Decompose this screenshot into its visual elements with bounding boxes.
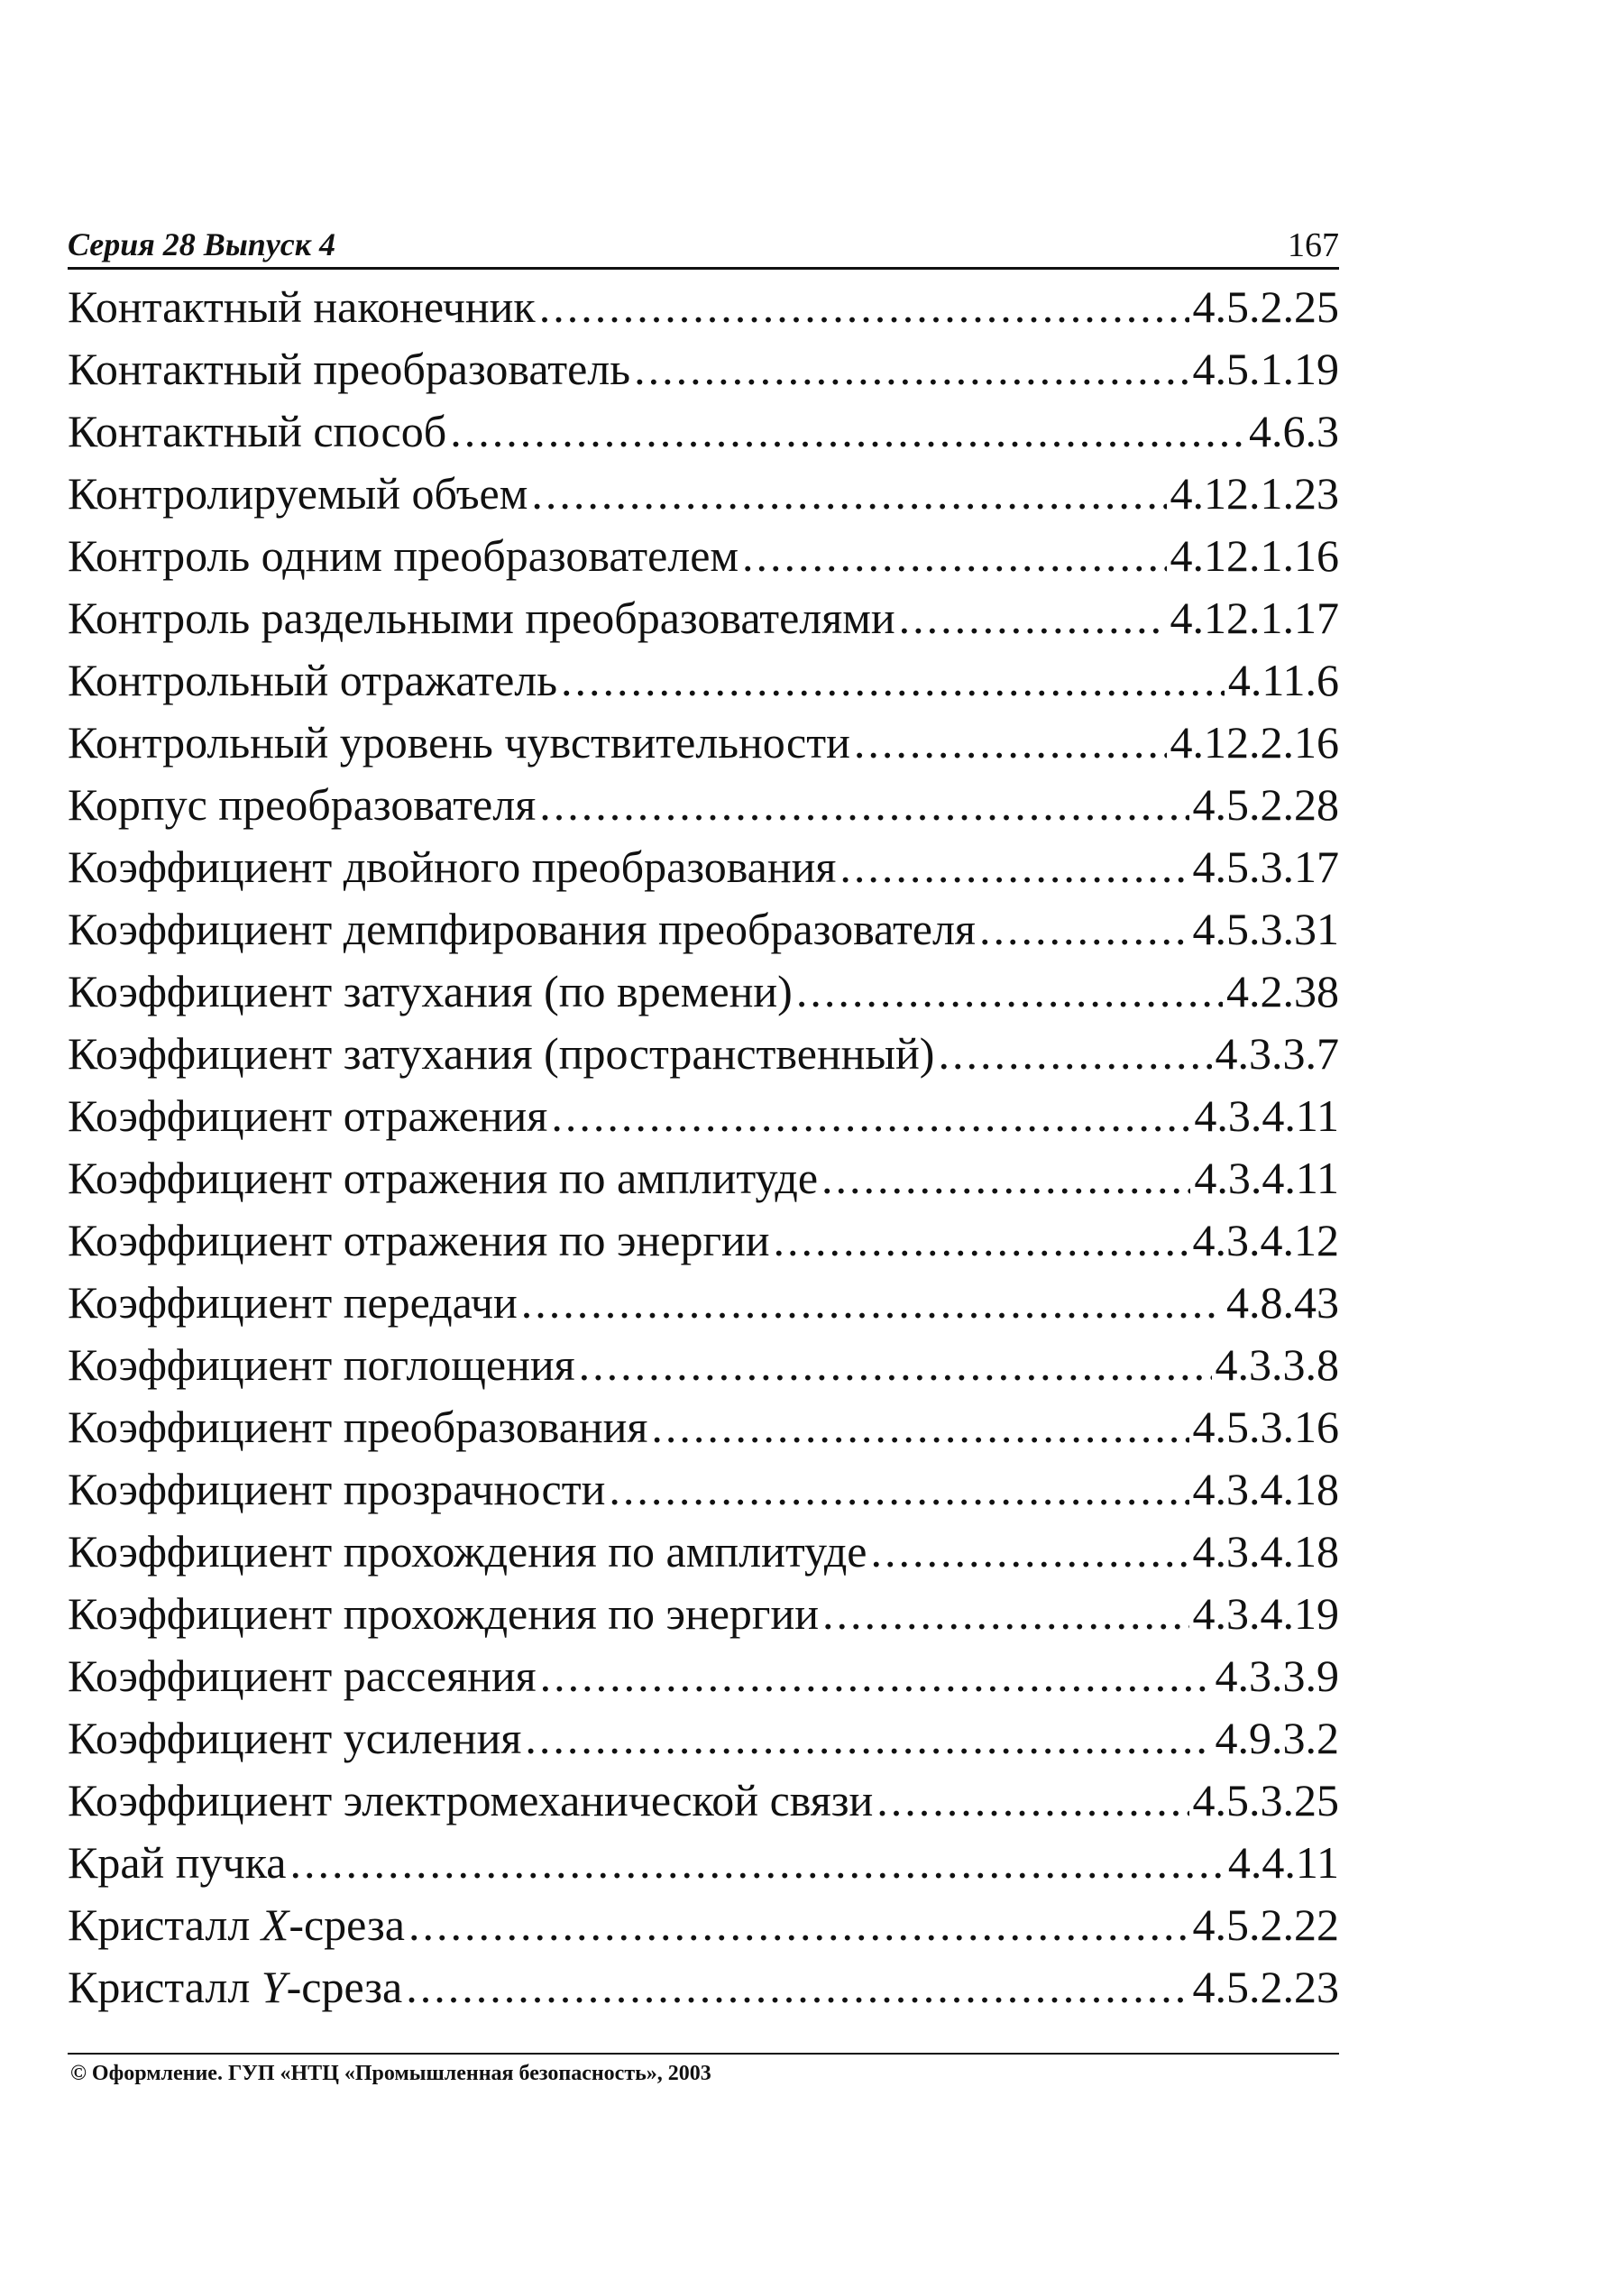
dot-leader	[551, 1085, 1190, 1147]
index-entry	[68, 1583, 1339, 1645]
index-ref: 4.5.3.31	[1192, 904, 1339, 954]
index-entry	[68, 525, 1339, 587]
dot-leader	[876, 1770, 1188, 1832]
term-italic: Y	[261, 1962, 287, 2012]
index-entry	[68, 1832, 1339, 1894]
index-term: Контактный способ	[68, 406, 447, 456]
index-ref: 4.5.2.23	[1192, 1962, 1339, 2012]
dot-leader	[539, 276, 1189, 338]
index-ref: 4.5.2.25	[1192, 281, 1339, 332]
index-ref: 4.3.4.12	[1192, 1215, 1339, 1265]
index-ref: 4.3.4.11	[1194, 1090, 1339, 1141]
footer-divider	[68, 2053, 1339, 2055]
index-entry	[68, 400, 1339, 463]
index-entry	[68, 1334, 1339, 1396]
index-term: Край пучка	[68, 1837, 287, 1888]
index-term	[68, 1894, 405, 1956]
index-ref: 4.3.3.8	[1215, 1339, 1339, 1390]
index-ref: 4.5.1.19	[1192, 344, 1339, 394]
index-entry	[68, 276, 1339, 338]
index-term: Контактный преобразователь	[68, 344, 631, 394]
index-entry	[68, 1023, 1339, 1085]
index-ref: 4.11.6	[1227, 655, 1339, 705]
index-entry	[68, 712, 1339, 774]
index-ref: 4.3.3.9	[1215, 1650, 1339, 1701]
dot-leader	[525, 1707, 1211, 1770]
index-entry	[68, 1209, 1339, 1272]
index-entry	[68, 649, 1339, 712]
dot-leader	[871, 1521, 1189, 1583]
index-entry	[68, 1272, 1339, 1334]
copyright-footer: © Оформление. ГУП «НТЦ «Промышленная безопасность», 2003	[70, 2062, 711, 2085]
dot-leader	[450, 400, 1245, 463]
index-entry	[68, 1147, 1339, 1209]
index-ref: 4.3.3.7	[1215, 1028, 1339, 1079]
index-term: Контрольный уровень чувствительности	[68, 717, 850, 768]
dot-leader	[579, 1334, 1212, 1396]
index-term: Коэффициент поглощения	[68, 1339, 575, 1390]
index-entry	[68, 774, 1339, 836]
index-term: Корпус преобразователя	[68, 779, 537, 830]
dot-leader	[561, 649, 1225, 712]
index-ref: 4.5.2.22	[1192, 1899, 1339, 1950]
dot-leader	[840, 836, 1188, 898]
series-title: Серия 28 Выпуск 4	[68, 226, 336, 262]
term-suffix: -среза	[289, 1899, 405, 1950]
index-term: Коэффициент прохождения по амплитуде	[68, 1526, 867, 1577]
dot-leader	[979, 898, 1189, 961]
index-list	[68, 276, 1339, 2018]
index-ref: 4.5.3.25	[1192, 1775, 1339, 1825]
index-ref: 4.4.11	[1227, 1837, 1339, 1888]
index-term	[68, 1956, 402, 2018]
dot-leader	[854, 712, 1167, 774]
index-entry	[68, 463, 1339, 525]
index-term: Коэффициент передачи	[68, 1277, 518, 1328]
running-header	[68, 227, 1339, 270]
index-ref: 4.12.1.16	[1170, 530, 1339, 581]
index-entry	[68, 1645, 1339, 1707]
index-term: Коэффициент прозрачности	[68, 1464, 606, 1514]
dot-leader	[651, 1396, 1188, 1458]
dot-leader	[408, 1894, 1189, 1956]
term-italic: X	[261, 1899, 289, 1950]
index-term: Коэффициент прохождения по энергии	[68, 1588, 819, 1639]
index-ref: 4.12.2.16	[1170, 717, 1339, 768]
index-entry	[68, 1396, 1339, 1458]
dot-leader	[406, 1956, 1188, 2018]
index-term: Контроль одним преобразователем	[68, 530, 739, 581]
index-term: Коэффициент отражения по энергии	[68, 1215, 770, 1265]
dot-leader	[774, 1209, 1189, 1272]
term-prefix: Кристалл	[68, 1899, 261, 1950]
dot-leader	[531, 463, 1166, 525]
index-ref: 4.3.4.18	[1192, 1526, 1339, 1577]
index-ref: 4.9.3.2	[1215, 1713, 1339, 1763]
index-term: Коэффициент преобразования	[68, 1402, 648, 1452]
index-entry	[68, 1085, 1339, 1147]
index-term: Коэффициент электромеханической связи	[68, 1775, 874, 1825]
index-term: Коэффициент двойного преобразования	[68, 841, 837, 892]
index-term: Контрольный отражатель	[68, 655, 558, 705]
dot-leader	[540, 1645, 1212, 1707]
index-term: Коэффициент затухания (по времени)	[68, 966, 793, 1016]
index-term: Коэффициент отражения по амплитуде	[68, 1153, 819, 1203]
index-ref: 4.12.1.23	[1170, 468, 1339, 519]
index-term: Контролируемый объем	[68, 468, 528, 519]
dot-leader	[742, 525, 1166, 587]
index-term: Коэффициент затухания (пространственный)	[68, 1028, 935, 1079]
dot-leader	[796, 961, 1223, 1023]
index-entry	[68, 1770, 1339, 1832]
index-term: Коэффициент рассеяния	[68, 1650, 537, 1701]
index-entry	[68, 898, 1339, 961]
index-ref: 4.5.3.17	[1192, 841, 1339, 892]
index-ref: 4.8.43	[1226, 1277, 1339, 1328]
index-entry	[68, 1707, 1339, 1770]
index-entry	[68, 1894, 1339, 1956]
dot-leader	[289, 1832, 1224, 1894]
index-term: Контактный наконечник	[68, 281, 536, 332]
dot-leader	[539, 774, 1188, 836]
index-ref: 4.3.4.18	[1192, 1464, 1339, 1514]
index-term: Коэффициент демпфирования преобразователя	[68, 904, 976, 954]
index-term: Контроль раздельными преобразователями	[68, 593, 895, 643]
term-prefix: Кристалл	[68, 1962, 261, 2012]
index-entry	[68, 1521, 1339, 1583]
index-ref: 4.3.4.19	[1192, 1588, 1339, 1639]
term-suffix: -среза	[286, 1962, 403, 2012]
index-entry	[68, 1458, 1339, 1521]
index-ref: 4.6.3	[1249, 406, 1339, 456]
dot-leader	[521, 1272, 1223, 1334]
index-ref: 4.2.38	[1226, 966, 1339, 1016]
index-entry	[68, 338, 1339, 400]
index-entry	[68, 587, 1339, 649]
index-entry	[68, 1956, 1339, 2018]
index-ref: 4.12.1.17	[1170, 593, 1339, 643]
dot-leader	[899, 587, 1167, 649]
dot-leader	[821, 1147, 1190, 1209]
index-ref: 4.3.4.11	[1194, 1153, 1339, 1203]
index-ref: 4.5.2.28	[1192, 779, 1339, 830]
page-number: 167	[1288, 226, 1339, 264]
dot-leader	[609, 1458, 1188, 1521]
dot-leader	[822, 1583, 1189, 1645]
dot-leader	[938, 1023, 1211, 1085]
index-entry	[68, 961, 1339, 1023]
index-term: Коэффициент отражения	[68, 1090, 548, 1141]
index-ref: 4.5.3.16	[1192, 1402, 1339, 1452]
index-entry	[68, 836, 1339, 898]
dot-leader	[634, 338, 1188, 400]
index-term: Коэффициент усиления	[68, 1713, 522, 1763]
